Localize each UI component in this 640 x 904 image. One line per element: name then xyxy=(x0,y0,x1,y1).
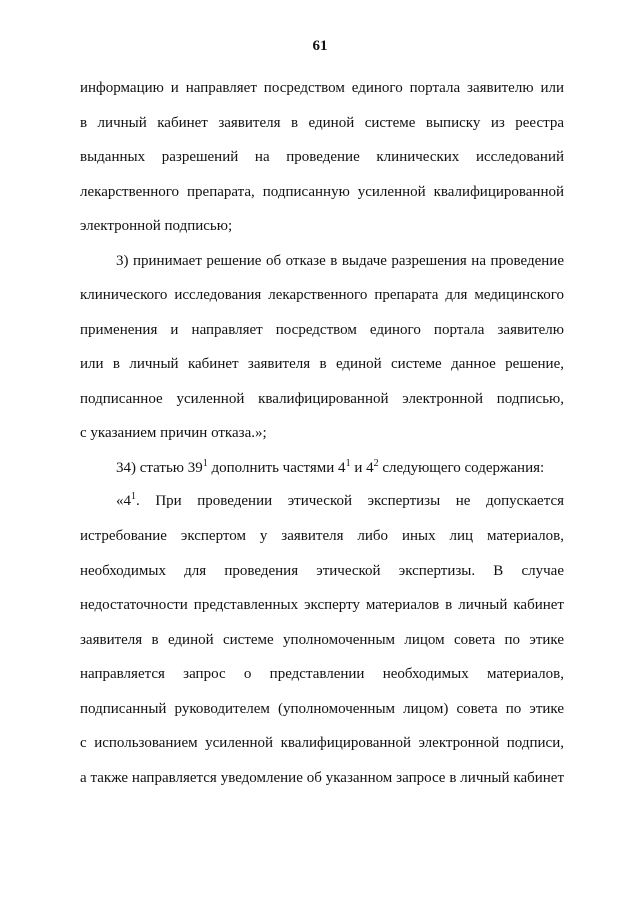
body-line: истребование экспертом у заявителя либо иных лиц материалов, xyxy=(80,528,564,544)
body-line: недостаточности представленных эксперту материалов в личный кабинет xyxy=(80,597,564,613)
body-line: направляется запрос о представлении необходимых материалов, xyxy=(80,666,564,682)
body-line: или в личный кабинет заявителя в единой системе данное решение, xyxy=(80,356,564,372)
quote-start: «4 xyxy=(116,493,131,509)
body-line: а также направляется уведомление об указанном запросе в личный кабинет xyxy=(80,770,564,786)
body-line: в личный кабинет заявителя в единой системе выписку из реестра xyxy=(80,115,564,131)
page-number: 61 xyxy=(312,38,328,54)
body-line: применения и направляет посредством единого портала заявителю xyxy=(80,322,564,338)
body-line: информацию и направляет посредством единого портала заявителю или xyxy=(80,80,564,96)
body-line: клинического исследования лекарственного препарата для медицинского xyxy=(80,287,564,303)
superscript: 1 xyxy=(131,491,136,502)
body-line: заявителя в единой системе уполномоченным лицом совета по этике xyxy=(80,632,564,648)
amendment-line xyxy=(116,458,564,478)
body-line: подписанное усиленной квалифицированной электронной подписью, xyxy=(80,391,564,407)
body-line: подписанный руководителем (уполномоченным лицом) совета по этике xyxy=(80,701,564,717)
body-text: . При проведении этической экспертизы не допускается xyxy=(136,493,564,509)
body-line: необходимых для проведения этической экспертизы. В случае xyxy=(80,563,564,579)
amendment-text: 34) статью 39 xyxy=(116,460,203,476)
superscript: 2 xyxy=(373,458,379,469)
amendment-text: дополнить частями 4 xyxy=(207,460,346,476)
body-line: выданных разрешений на проведение клинических исследований xyxy=(80,149,564,165)
body-line: с использованием усиленной квалифицированной электронной подписи, xyxy=(80,735,564,751)
body-line: электронной подписью; xyxy=(80,218,233,234)
body-line xyxy=(116,491,564,511)
amendment-text: следующего содержания: xyxy=(378,460,545,476)
amendment-text: и 4 xyxy=(350,460,374,476)
superscript: 1 xyxy=(202,458,208,469)
body-line: 3) принимает решение об отказе в выдаче разрешения на проведение xyxy=(116,253,564,269)
body-line: с указанием причин отказа.»; xyxy=(80,425,267,441)
body-line: лекарственного препарата, подписанную усиленной квалифицированной xyxy=(80,184,564,200)
superscript: 1 xyxy=(345,458,351,469)
